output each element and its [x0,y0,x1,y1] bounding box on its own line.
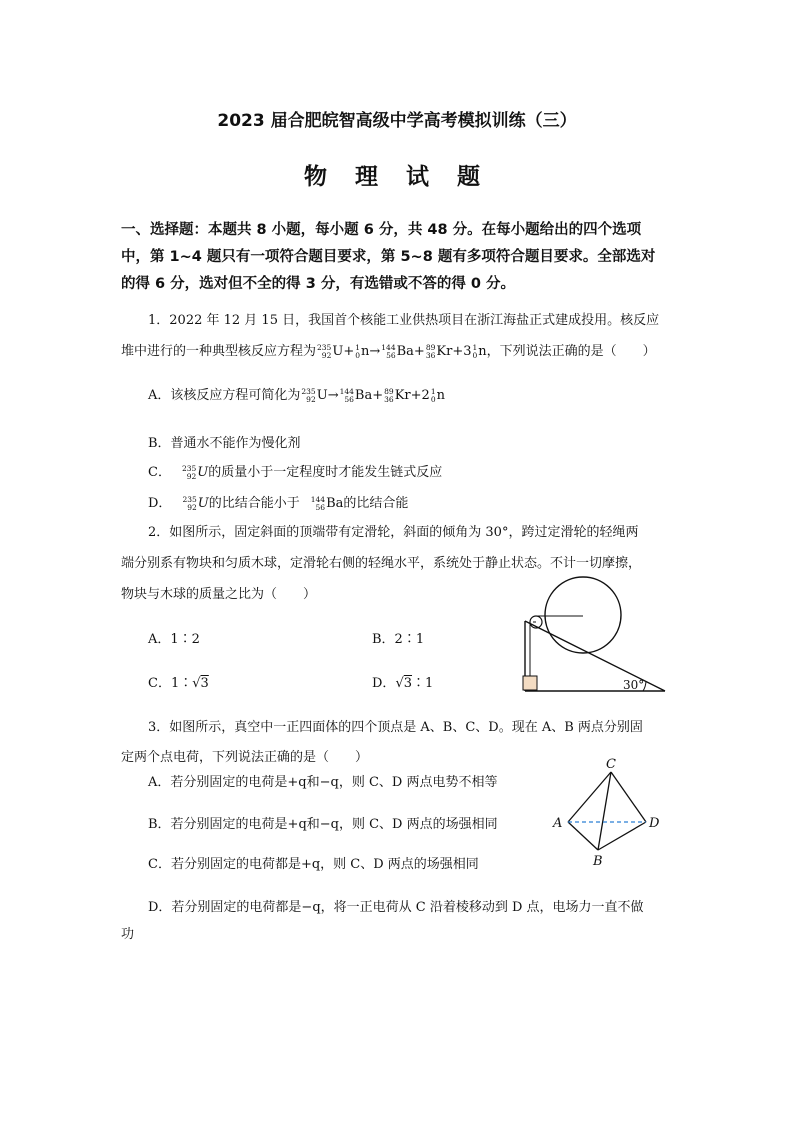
wooden-ball [545,577,621,653]
q2-option-d[interactable]: D．√3∶1 [372,676,434,691]
vertex-c-label: C [606,757,616,772]
q3-stem-line1: 3．如图所示，真空中一正四面体的四个顶点是 A、B、C、D。现在 A、B 两点分别固 [148,720,643,735]
q2-option-c[interactable]: C．1∶√3 [148,676,209,691]
edge-bd [598,822,646,850]
q1-stem-line2 [121,340,656,360]
section-instructions-line1: 一、选择题：本题共 8 小题，每小题 6 分，共 48 分。在每小题给出的四个选项 [121,222,642,238]
sqrt-symbol: √ [395,676,404,691]
q2-stem-line1: 2．如图所示，固定斜面的顶端带有定滑轮，斜面的倾角为 30°，跨过定滑轮的轻绳两 [148,525,639,540]
edge-cb [598,772,611,850]
vertex-d-label: D [649,816,660,831]
q1-stem-suffix: ，下列说法正确的是（ ） [486,344,656,359]
q3-option-b[interactable]: B．若分别固定的电荷是+q和−q，则 C、D 两点的场强相同 [148,817,498,832]
q1-stem-line1: 1．2022 年 12 月 15 日，我国首个核能工业供热项目在浙江海盐正式建成投用。核反应 [148,313,660,328]
q1-stem-prefix: 堆中进行的一种典型核反应方程为 [121,344,317,359]
q3-option-a[interactable]: A．若分别固定的电荷是+q和−q，则 C、D 两点电势不相等 [148,775,498,790]
subject-title: 物 理 试 题 [303,164,491,190]
q3-option-c[interactable]: C．若分别固定的电荷都是+q，则 C、D 两点的场强相同 [148,857,479,872]
section-instructions-line3: 的得 6 分，选对但不全的得 3 分，有选错或不答的得 0 分。 [121,276,516,292]
q1-option-d[interactable]: D． 235 92 U的比结合能小于 144 56 Ba的比结合能 [148,494,409,512]
incline-pulley-diagram [515,572,675,698]
q2-stem-line3: 物块与木球的质量之比为（ ） [121,587,317,602]
angle-label: 30° [623,678,645,692]
q3-stem-line2: 定两个点电荷，下列说法正确的是（ ） [121,750,369,765]
q3-option-d-line1[interactable]: D．若分别固定的电荷都是−q，将一正电荷从 C 沿着棱移动到 D 点，电场力一直不做 [148,900,644,915]
block [523,676,537,690]
vertex-a-label: A [553,816,563,831]
q1-equation: 235 92 U+ 1 0 n→ 144 56 Ba+ 89 36 Kr+3 1 0 n [317,342,487,360]
q2-option-b[interactable]: B．2∶1 [372,632,425,647]
q3-option-d-line2: 功 [121,927,135,942]
section-instructions-line2: 中，第 1~4 题只有一项符合题目要求，第 5~8 题有多项符合题目要求。全部选对 [121,249,656,265]
edge-ab [568,822,598,850]
q2-stem-line2: 端分别系有物块和匀质木球，定滑轮右侧的轻绳水平，系统处于静止状态。不计一切摩擦， [121,556,642,571]
q1-option-b[interactable]: B．普通水不能作为慢化剂 [148,436,301,451]
tetrahedron-diagram [548,752,668,870]
exam-title: 2023 届合肥皖智高级中学高考模拟训练（三） [217,111,577,131]
q1-option-c[interactable]: C． 235 92 U的质量小于一定程度时才能发生链式反应 [148,463,443,481]
q1-option-a[interactable]: A．该核反应方程可简化为 235 92 U→ 144 56 Ba+ 89 36 Kr+2 1 0 n [148,386,445,404]
q1-option-a-equation: 235 92 U→ 144 56 Ba+ 89 36 Kr+2 1 0 n [301,386,445,404]
vertex-b-label: B [593,854,603,869]
edge-cd [611,772,646,822]
q2-option-a[interactable]: A．1∶2 [148,632,200,647]
sqrt-symbol: √ [192,676,201,691]
